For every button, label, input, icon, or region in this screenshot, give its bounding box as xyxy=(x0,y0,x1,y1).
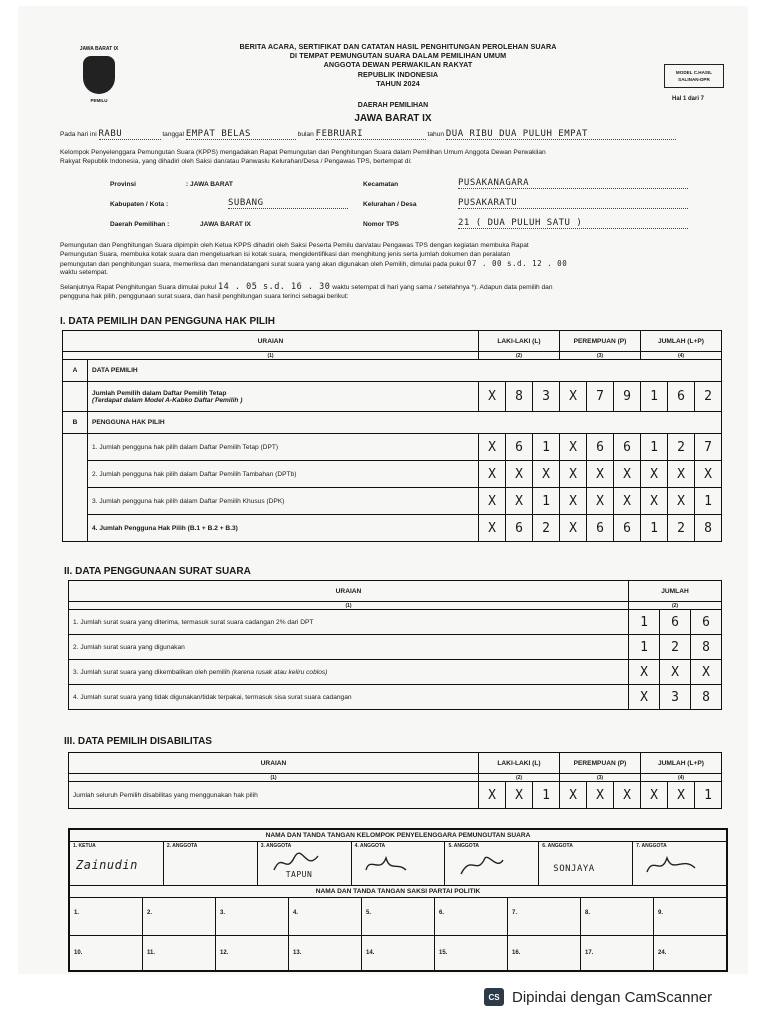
s1-b-cell: 1 xyxy=(641,515,668,542)
intro-line-2: Kelompok Penyelenggara Pemungutan Suara (KPPS) mengadakan Rapat Pemungutan dan Penghitungan Suara dalam Pemilihan Umum Anggota Dewan Perwakilan xyxy=(60,149,546,156)
kpps-role: 5. ANGGOTA xyxy=(448,843,479,849)
paragraph-2-line-2: pengguna hak pilih, penggunaan surat suara, dan hasil penghitungan suara terinci sebagai berikut: xyxy=(60,293,349,300)
kpps-cell xyxy=(164,842,258,885)
kecamatan-value: PUSAKANAGARA xyxy=(458,178,688,189)
s1-b-cell: X xyxy=(479,461,506,488)
section-3-title: III. DATA PEMILIH DISABILITAS xyxy=(64,736,212,747)
s1-num-3: (3) xyxy=(560,352,641,360)
kpps-cell xyxy=(445,842,539,885)
saksi-cell: 16. xyxy=(508,936,581,972)
s3-col-jumlah: JUMLAH (L+P) xyxy=(641,753,722,774)
s1-b-cell: X xyxy=(479,488,506,515)
kpps-role: 3. ANGGOTA xyxy=(260,843,292,849)
tahun-label: tahun xyxy=(427,131,445,138)
s1-b-cell: 1 xyxy=(641,434,668,461)
intro-date-line xyxy=(60,130,750,140)
paragraph-1-line-3-text: pemungutan dan penghitungan suara, memeriksa dan menandatangani surat suara yang akan digunakan oleh Pemilih, dimulai pada pukul xyxy=(60,261,466,268)
s1-num-2: (2) xyxy=(479,352,560,360)
s2-cell: X xyxy=(660,660,691,685)
s2-num-2: (2) xyxy=(629,602,722,610)
signature-mark-icon xyxy=(362,852,412,878)
intro-line-3: Rakyat Republik Indonesia, yang dihadiri oleh Saksi dan/atau Panwaslu Kelurahan/Desa / Pengawas TPS, bertempat di: xyxy=(60,158,412,165)
logo-shield-icon xyxy=(83,56,115,94)
s2-cell: 8 xyxy=(691,685,722,710)
saksi-row-2 xyxy=(70,936,726,972)
kpps-cell xyxy=(633,842,726,885)
document-page xyxy=(18,6,748,974)
saksi-cell: 1. xyxy=(70,898,143,935)
kelurahan-value: PUSAKARATU xyxy=(458,198,688,209)
s3-row-label: Jumlah seluruh Pemilih disabilitas yang menggunakan hak pilih xyxy=(69,782,479,809)
title-line-1: BERITA ACARA, SERTIFIKAT DAN CATATAN HASIL PENGHITUNGAN PEROLEHAN SUARA xyxy=(239,42,557,51)
saksi-cell: 24. xyxy=(658,950,667,956)
s1-b-cell: 1 xyxy=(533,434,560,461)
saksi-cell: 17. xyxy=(581,936,654,972)
section-2-title: II. DATA PENGGUNAAN SURAT SUARA xyxy=(64,566,251,577)
s1-num-4: (4) xyxy=(641,352,722,360)
paragraph-2-text-b: waktu setempat di hari yang sama / setelahnya *). Adapun data pemilih dan xyxy=(332,284,553,291)
saksi-cell: 14. xyxy=(362,936,435,972)
s1-b-cell: 2 xyxy=(533,515,560,542)
s2-cell: 1 xyxy=(629,610,660,635)
s1-a-cell: 3 xyxy=(533,382,560,412)
s2-col-uraian: URAIAN xyxy=(69,581,629,602)
s1-b-cell: 2 xyxy=(668,515,695,542)
s1-b-cell: X xyxy=(641,488,668,515)
paragraph-1-line-4: waktu setempat. xyxy=(60,269,109,276)
s1-b-cell: 2 xyxy=(668,434,695,461)
provinsi-label: Provinsi xyxy=(110,181,137,188)
kpps-role: 4. ANGGOTA xyxy=(354,843,386,849)
tps-label: Nomor TPS xyxy=(363,221,399,228)
s2-row-label: 1. Jumlah surat suara yang diterima, termasuk surat suara cadangan 2% dari DPT xyxy=(69,610,629,635)
s2-row-label: 4. Jumlah surat suara yang tidak digunakan/tidak terpakai, termasuk sisa surat suara cadangan xyxy=(69,685,629,710)
s1-b-cell: X xyxy=(506,488,533,515)
s1-a-cell: X xyxy=(479,382,506,412)
s1-b-cell: X xyxy=(614,461,641,488)
camscanner-text: Dipindai dengan CamScanner xyxy=(512,988,713,1006)
s1-a-cell: 8 xyxy=(506,382,533,412)
s2-row-label: 2. Jumlah surat suara yang digunakan xyxy=(69,635,629,660)
s1-a-row-line-1: Jumlah Pemilih dalam Daftar Pemilih Tetap xyxy=(92,389,227,397)
daerah-value: JAWA BARAT IX xyxy=(354,113,432,124)
s2-row-3-text: 3. Jumlah surat suara yang dikembalikan oleh pemilih xyxy=(73,668,230,676)
saksi-cell: 6. xyxy=(435,898,508,935)
s1-b-cell: X xyxy=(587,461,614,488)
s3-cell: X xyxy=(641,782,668,809)
tanggal-value: EMPAT BELAS xyxy=(186,130,296,140)
kpps-role: 6. ANGGOTA xyxy=(542,843,573,849)
s1-b-row-label: 3. Jumlah pengguna hak pilih dalam Daftar Pemilih Khusus (DPK) xyxy=(88,488,479,515)
s1-b-cell: 8 xyxy=(695,515,722,542)
s1-a-title: DATA PEMILIH xyxy=(88,360,722,382)
model-line-2: SALINAN-DPR xyxy=(678,77,710,82)
s1-a-cell: 1 xyxy=(641,382,668,412)
paragraph-2-line-1 xyxy=(60,283,760,293)
kecamatan-label: Kecamatan xyxy=(363,181,399,188)
signature-box xyxy=(68,828,728,972)
s1-b-cell: X xyxy=(560,461,587,488)
s1-b-cell: X xyxy=(668,461,695,488)
title-line-3: ANGGOTA DEWAN PERWAKILAN RAKYAT xyxy=(323,60,473,70)
title-line-2: DI TEMPAT PEMUNGUTAN SUARA DALAM PEMILIHAN UMUM xyxy=(289,51,507,61)
document-title xyxy=(168,42,628,88)
saksi-cell: 3. xyxy=(216,898,289,935)
s1-a-blank xyxy=(63,382,88,412)
s1-a-row-line-2: (Terdapat dalam Model A-Kabko Daftar Pemilih ) xyxy=(92,396,243,404)
s3-cell: X xyxy=(560,782,587,809)
s2-cell: 6 xyxy=(691,610,722,635)
s1-b-cell: 6 xyxy=(614,434,641,461)
s1-a-cell: 9 xyxy=(614,382,641,412)
s1-b-cell: X xyxy=(641,461,668,488)
kpps-role: 2. ANGGOTA xyxy=(166,843,198,849)
saksi-cell: 8. xyxy=(581,898,654,935)
bulan-label: bulan xyxy=(297,131,314,138)
s2-row-label xyxy=(69,660,629,685)
saksi-cell: 9. xyxy=(658,910,664,916)
s1-b-cell: X xyxy=(560,515,587,542)
s3-col-laki: LAKI-LAKI (L) xyxy=(479,753,560,774)
kpps-row xyxy=(70,842,726,886)
title-line-4: REPUBLIK INDONESIA xyxy=(357,69,439,79)
signature-mark-icon xyxy=(643,850,699,880)
s3-cell: X xyxy=(614,782,641,809)
s3-cell: X xyxy=(587,782,614,809)
paragraph-1-time: 07 . 00 s.d. 12 . 00 xyxy=(466,259,568,268)
saksi-cell: 2. xyxy=(143,898,216,935)
s2-cell: X xyxy=(691,660,722,685)
model-line-1: MODEL C.HASIL xyxy=(675,70,713,75)
s1-b-cell: 1 xyxy=(695,488,722,515)
s1-b-row-label: 1. Jumlah pengguna hak pilih dalam Daftar Pemilih Tetap (DPT) xyxy=(88,434,479,461)
kpps-role: 7. ANGGOTA xyxy=(636,843,667,849)
s1-col-perempuan: PEREMPUAN (P) xyxy=(560,331,641,352)
s1-col-jumlah: JUMLAH (L+P) xyxy=(641,331,722,352)
saksi-cell: 12. xyxy=(216,936,289,972)
s3-cell: X xyxy=(506,782,533,809)
s1-a-cell: 7 xyxy=(587,382,614,412)
kpps-name: SONJAYA xyxy=(553,864,595,874)
daerah-label: DAERAH PEMILIHAN xyxy=(357,102,429,109)
daerah-pemilihan-label: Daerah Pemilihan : xyxy=(110,221,170,228)
s1-b-blank xyxy=(63,434,88,461)
paragraph-2-time: 14 . 05 s.d. 16 . 30 xyxy=(218,282,331,292)
kabupaten-label: Kabupaten / Kota : xyxy=(110,201,169,208)
title-line-5: TAHUN 2024 xyxy=(376,78,420,88)
section-1-title: I. DATA PEMILIH DAN PENGGUNA HAK PILIH xyxy=(60,316,275,327)
kpps-cell xyxy=(70,842,164,885)
saksi-row-1 xyxy=(70,898,726,936)
s1-b-cell: 6 xyxy=(587,515,614,542)
s1-b-row-label: 2. Jumlah pengguna hak pilih dalam Daftar Pemilih Tambahan (DPTb) xyxy=(88,461,479,488)
s1-b-row-label: 4. Jumlah Pengguna Hak Pilih (B.1 + B.2 + B.3) xyxy=(88,515,479,542)
saksi-cell: 15. xyxy=(435,936,508,972)
s1-b-cell: X xyxy=(479,434,506,461)
s3-num-4: (4) xyxy=(641,774,722,782)
kabupaten-value: SUBANG xyxy=(228,198,348,209)
section-2-table xyxy=(68,580,722,710)
s1-a-cell: 2 xyxy=(695,382,722,412)
s3-cell: X xyxy=(668,782,695,809)
s1-b-cell: X xyxy=(560,488,587,515)
kpps-name: Zainudin xyxy=(76,858,138,872)
s3-cell: 1 xyxy=(695,782,722,809)
paragraph-1-line-1: Pemungutan dan Penghitungan Suara dipimpin oleh Ketua KPPS dihadiri oleh Saksi Peserta Pemilu dan/atau Pengawas TPS dengan kegiatan membuka Rapat xyxy=(60,242,529,249)
s1-b-cell: X xyxy=(614,488,641,515)
s1-b-cell: 6 xyxy=(506,515,533,542)
kelurahan-label: Kelurahan / Desa xyxy=(363,201,417,208)
s2-cell: X xyxy=(629,685,660,710)
s1-b-title: PENGGUNA HAK PILIH xyxy=(88,412,722,434)
saksi-cell: 4. xyxy=(289,898,362,935)
kpps-cell xyxy=(539,842,633,885)
camscanner-watermark xyxy=(484,983,712,1011)
s1-b-cell: X xyxy=(479,515,506,542)
s2-col-jumlah: JUMLAH xyxy=(629,581,722,602)
s1-col-uraian: URAIAN xyxy=(63,331,479,352)
page-label: Hal 1 dari 7 xyxy=(672,96,705,102)
s3-num-3: (3) xyxy=(560,774,641,782)
logo-bottom-text: PEMILU xyxy=(90,98,108,103)
s2-num-1: (1) xyxy=(69,602,629,610)
s3-cell: 1 xyxy=(533,782,560,809)
s1-a-row-label xyxy=(88,382,479,412)
s2-cell: X xyxy=(629,660,660,685)
tahun-value: DUA RIBU DUA PULUH EMPAT xyxy=(446,130,676,140)
s1-b-cell: X xyxy=(695,461,722,488)
s3-num-1: (1) xyxy=(69,774,479,782)
hari-label: Pada hari ini xyxy=(60,131,97,138)
s2-cell: 3 xyxy=(660,685,691,710)
s3-col-uraian: URAIAN xyxy=(69,753,479,774)
kpu-logo xyxy=(76,46,122,116)
kpps-role: 1. KETUA xyxy=(73,843,96,849)
s2-cell: 1 xyxy=(629,635,660,660)
s1-b-blank xyxy=(63,515,88,542)
kpps-cell xyxy=(352,842,446,885)
s2-cell: 8 xyxy=(691,635,722,660)
s2-row-3-italic: (karena rusak atau keliru coblos) xyxy=(231,668,328,676)
s1-a-label: A xyxy=(63,360,88,382)
s1-num-1: (1) xyxy=(63,352,479,360)
s1-b-cell: 1 xyxy=(533,488,560,515)
section-1-table xyxy=(62,330,722,542)
saksi-cell: 10. xyxy=(70,936,143,972)
provinsi-value: : JAWA BARAT xyxy=(186,181,233,188)
kpps-title: NAMA DAN TANDA TANGAN KELOMPOK PENYELENGGARA PEMUNGUTAN SUARA xyxy=(70,830,726,842)
tanggal-label: tanggal xyxy=(162,131,184,138)
camscanner-logo-icon: CS xyxy=(484,988,504,1006)
section-3-table xyxy=(68,752,722,809)
hari-value: RABU xyxy=(99,130,161,140)
s2-cell: 6 xyxy=(660,610,691,635)
logo-top-text: JAWA BARAT IX xyxy=(79,46,119,52)
saksi-cell: 7. xyxy=(508,898,581,935)
kpps-name: TAPUN xyxy=(285,870,313,879)
s1-b-cell: 6 xyxy=(614,515,641,542)
saksi-cell: 13. xyxy=(289,936,362,972)
model-box xyxy=(664,64,724,88)
s1-b-cell: 7 xyxy=(695,434,722,461)
saksi-title: NAMA DAN TANDA TANGAN SAKSI PARTAI POLITIK xyxy=(70,886,726,898)
s1-b-label: B xyxy=(63,412,88,434)
s1-b-cell: X xyxy=(506,461,533,488)
s3-cell: X xyxy=(479,782,506,809)
s1-b-cell: X xyxy=(668,488,695,515)
s3-col-perempuan: PEREMPUAN (P) xyxy=(560,753,641,774)
s2-cell: 2 xyxy=(660,635,691,660)
s3-num-2: (2) xyxy=(479,774,560,782)
signature-mark-icon xyxy=(457,850,507,878)
s1-b-cell: X xyxy=(560,434,587,461)
s1-b-blank xyxy=(63,488,88,515)
s1-a-cell: X xyxy=(560,382,587,412)
s1-b-cell: X xyxy=(587,488,614,515)
daerah-pemilihan-value: JAWA BARAT IX xyxy=(200,221,251,228)
s1-col-laki: LAKI-LAKI (L) xyxy=(479,331,560,352)
saksi-cell: 5. xyxy=(362,898,435,935)
s1-b-blank xyxy=(63,461,88,488)
kpps-cell xyxy=(258,842,352,885)
saksi-cell: 11. xyxy=(143,936,216,972)
paragraph-1-line-2: Pemungutan Suara, membuka kotak suara dan mengeluarkan isi kotak suara, mengidentifikasi dan menghitung jenis serta jumlah dokumen dan peralatan xyxy=(60,251,511,258)
bulan-value: FEBRUARI xyxy=(316,130,426,140)
tps-value: 21 ( DUA PULUH SATU ) xyxy=(458,218,688,229)
s1-b-cell: X xyxy=(533,461,560,488)
paragraph-2-text-a: Selanjutnya Rapat Penghitungan Suara dimulai pukul xyxy=(60,284,217,291)
s1-a-cell: 6 xyxy=(668,382,695,412)
s1-b-cell: 6 xyxy=(587,434,614,461)
s1-b-cell: 6 xyxy=(506,434,533,461)
